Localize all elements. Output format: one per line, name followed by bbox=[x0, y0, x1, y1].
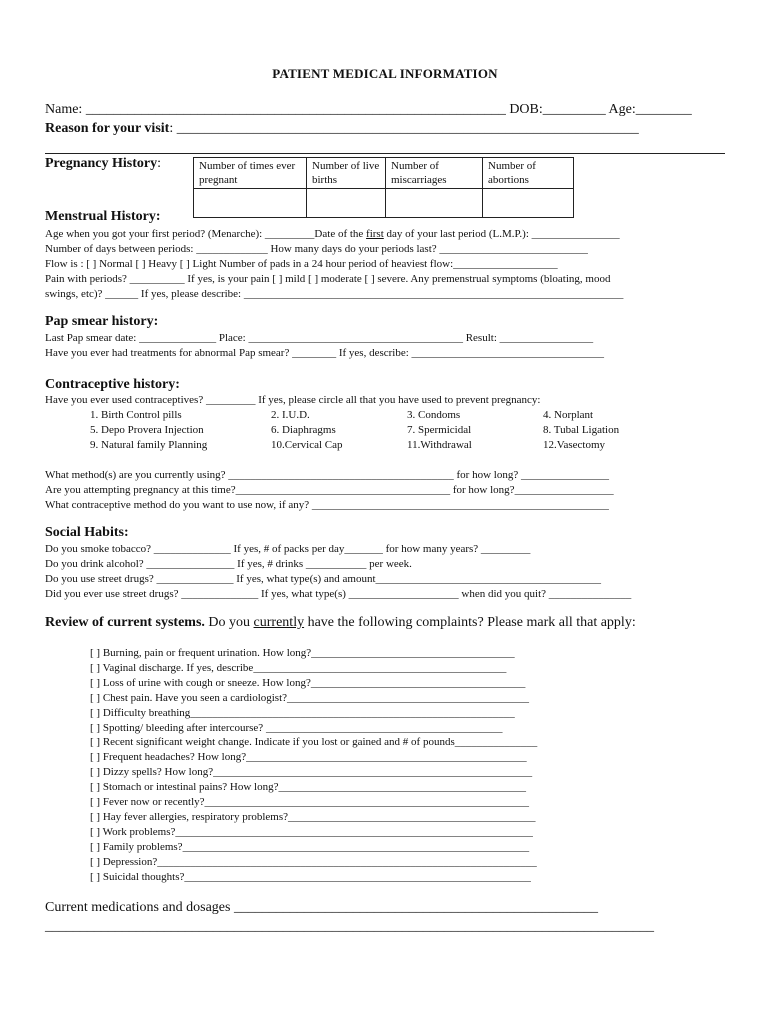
complaint-item[interactable]: [ ] Family problems?_______________________________________________________________ bbox=[90, 840, 530, 853]
option-vasectomy[interactable]: 12.Vasectomy bbox=[543, 439, 606, 451]
option-natural-family-planning[interactable]: 9. Natural family Planning bbox=[90, 439, 208, 451]
contraceptive-col-1[interactable] bbox=[90, 408, 207, 453]
option-norplant[interactable]: 4. Norplant bbox=[543, 409, 594, 421]
pap-smear-heading: Pap smear history: bbox=[45, 314, 159, 329]
complaint-item[interactable]: [ ] Spotting/ bleeding after intercourse? ___________________________________________ bbox=[90, 721, 503, 734]
reason-line[interactable] bbox=[45, 120, 639, 138]
current-method-line[interactable]: What method(s) are you currently using? _________________________________________ for how long? ________________ bbox=[45, 469, 609, 481]
tobacco-line[interactable]: Do you smoke tobacco? ______________ If yes, # of packs per day_______ for how many years? _________ bbox=[45, 543, 531, 555]
complaint-item[interactable]: [ ] Suicidal thoughts?_______________________________________________________________ bbox=[90, 870, 531, 883]
complaint-item[interactable]: [ ] Fever now or recently?___________________________________________________________ bbox=[90, 796, 530, 809]
option-birth-control-pills[interactable]: 1. Birth Control pills bbox=[90, 409, 182, 421]
complaint-item[interactable]: [ ] Chest pain. Have you seen a cardiologist?____________________________________________ bbox=[90, 691, 530, 704]
menstrual-history-heading: Menstrual History: bbox=[45, 209, 161, 224]
form-title: PATIENT MEDICAL INFORMATION bbox=[272, 66, 498, 81]
complaint-item[interactable]: [ ] Dizzy spells? How long?__________________________________________________________ bbox=[90, 766, 533, 779]
complaint-item[interactable]: [ ] Vaginal discharge. If yes, describe______________________________________________ bbox=[90, 661, 507, 674]
complaint-item[interactable]: [ ] Depression?_____________________________________________________________________ bbox=[90, 855, 537, 868]
name-dob-age-line[interactable]: Name: ____________________________________________________________ DOB:_________ Age:________ bbox=[45, 102, 692, 117]
past-street-drugs-line[interactable]: Did you ever use street drugs? ______________ If yes, what type(s) ____________________ when did you quit? _______________ bbox=[45, 588, 632, 600]
pain-periods-line[interactable]: Pain with periods? __________ If yes, is your pain [ ] mild [ ] moderate [ ] severe. Any premenstrual symptoms (bloating, mood bbox=[45, 273, 611, 285]
alcohol-line[interactable]: Do you drink alcohol? ________________ If yes, # drinks ___________ per week. bbox=[45, 558, 412, 570]
complaints-list bbox=[90, 646, 537, 885]
contraceptive-col-2[interactable] bbox=[271, 408, 342, 453]
complaint-item[interactable]: [ ] Recent significant weight change. Indicate if you lost or gained and # of pounds_______________ bbox=[90, 736, 538, 749]
pregnancy-col-live-births: Number of live births bbox=[307, 158, 386, 189]
option-iud[interactable]: 2. I.U.D. bbox=[271, 409, 310, 421]
pregnancy-input-live-births[interactable] bbox=[307, 189, 386, 218]
reason-blank[interactable]: : __________________________________________________________________ bbox=[169, 121, 639, 136]
reason-continuation-rule[interactable] bbox=[45, 153, 725, 154]
option-depo-provera[interactable]: 5. Depo Provera Injection bbox=[90, 424, 204, 436]
complaint-item[interactable]: [ ] Frequent headaches? How long?___________________________________________________ bbox=[90, 751, 527, 764]
pregnancy-col-times-pregnant: Number of times ever pregnant bbox=[194, 158, 307, 189]
option-cervical-cap[interactable]: 10.Cervical Cap bbox=[271, 439, 343, 451]
pregnancy-input-abortions[interactable] bbox=[483, 189, 574, 218]
option-withdrawal[interactable]: 11.Withdrawal bbox=[407, 439, 472, 451]
contraceptive-col-4[interactable] bbox=[543, 408, 619, 453]
flow-line[interactable]: Flow is : [ ] Normal [ ] Heavy [ ] Light Number of pads in a 24 hour period of heaviest flow:___________________ bbox=[45, 258, 558, 270]
medications-line[interactable]: Current medications and dosages ____________________________________________________ bbox=[45, 900, 598, 915]
option-condoms[interactable]: 3. Condoms bbox=[407, 409, 461, 421]
pregnancy-col-abortions: Number of abortions bbox=[483, 158, 574, 189]
contraceptive-heading: Contraceptive history: bbox=[45, 377, 180, 392]
pregnancy-input-times-pregnant[interactable] bbox=[194, 189, 307, 218]
review-systems-heading: Review of current systems. Do you currently have the following complaints? Please mark all that apply: bbox=[45, 615, 636, 630]
desired-method-line[interactable]: What contraceptive method do you want to use now, if any? ______________________________________________________ bbox=[45, 499, 609, 511]
pregnancy-history-heading: Pregnancy History: bbox=[45, 156, 162, 171]
period-interval-line[interactable]: Number of days between periods: _____________ How many days do your periods last? ___________________________ bbox=[45, 243, 588, 255]
medications-continuation-line[interactable]: _______________________________________________________________________________________ bbox=[45, 919, 654, 934]
complaint-item[interactable]: [ ] Burning, pain or frequent urination. How long?_____________________________________ bbox=[90, 647, 515, 659]
contraceptive-col-3[interactable] bbox=[407, 408, 472, 453]
street-drugs-line[interactable]: Do you use street drugs? ______________ If yes, what type(s) and amount_________________________________________ bbox=[45, 573, 602, 585]
complaint-item[interactable]: [ ] Hay fever allergies, respiratory problems?_____________________________________________ bbox=[90, 810, 536, 823]
option-diaphragms[interactable]: 6. Diaphragms bbox=[271, 424, 336, 436]
complaint-item[interactable]: [ ] Work problems?_________________________________________________________________ bbox=[90, 825, 533, 838]
menarche-lmp-line[interactable]: Age when you got your first period? (Menarche): _________Date of the first day of your last period (L.M.P.): ________________ bbox=[45, 228, 620, 240]
reason-label: Reason for your visit bbox=[45, 121, 170, 136]
pregnancy-table bbox=[193, 157, 574, 218]
complaint-item[interactable]: [ ] Stomach or intestinal pains? How long?_____________________________________________ bbox=[90, 781, 526, 794]
contraceptive-used-line[interactable]: Have you ever used contraceptives? _________ If yes, please circle all that you have used to prevent pregnancy: bbox=[45, 394, 541, 406]
option-spermicidal[interactable]: 7. Spermicidal bbox=[407, 424, 472, 436]
pregnancy-col-miscarriages: Number of miscarriages bbox=[386, 158, 483, 189]
complaint-item[interactable]: [ ] Loss of urine with cough or sneeze. How long?_______________________________________ bbox=[90, 676, 526, 689]
attempting-pregnancy-line[interactable]: Are you attempting pregnancy at this time?_______________________________________ for how long?__________________ bbox=[45, 484, 614, 496]
pap-treatment-line[interactable]: Have you ever had treatments for abnormal Pap smear? ________ If yes, describe: ___________________________________ bbox=[45, 347, 605, 359]
pms-describe-line[interactable]: swings, etc)? ______ If yes, please describe: _____________________________________________________________________ bbox=[45, 288, 624, 300]
option-tubal-ligation[interactable]: 8. Tubal Ligation bbox=[543, 424, 620, 436]
pregnancy-input-miscarriages[interactable] bbox=[386, 189, 483, 218]
complaint-item[interactable]: [ ] Difficulty breathing___________________________________________________________ bbox=[90, 706, 515, 719]
pap-date-line[interactable]: Last Pap smear date: ______________ Place: _______________________________________ Result: _________________ bbox=[45, 332, 594, 344]
social-habits-heading: Social Habits: bbox=[45, 525, 129, 540]
